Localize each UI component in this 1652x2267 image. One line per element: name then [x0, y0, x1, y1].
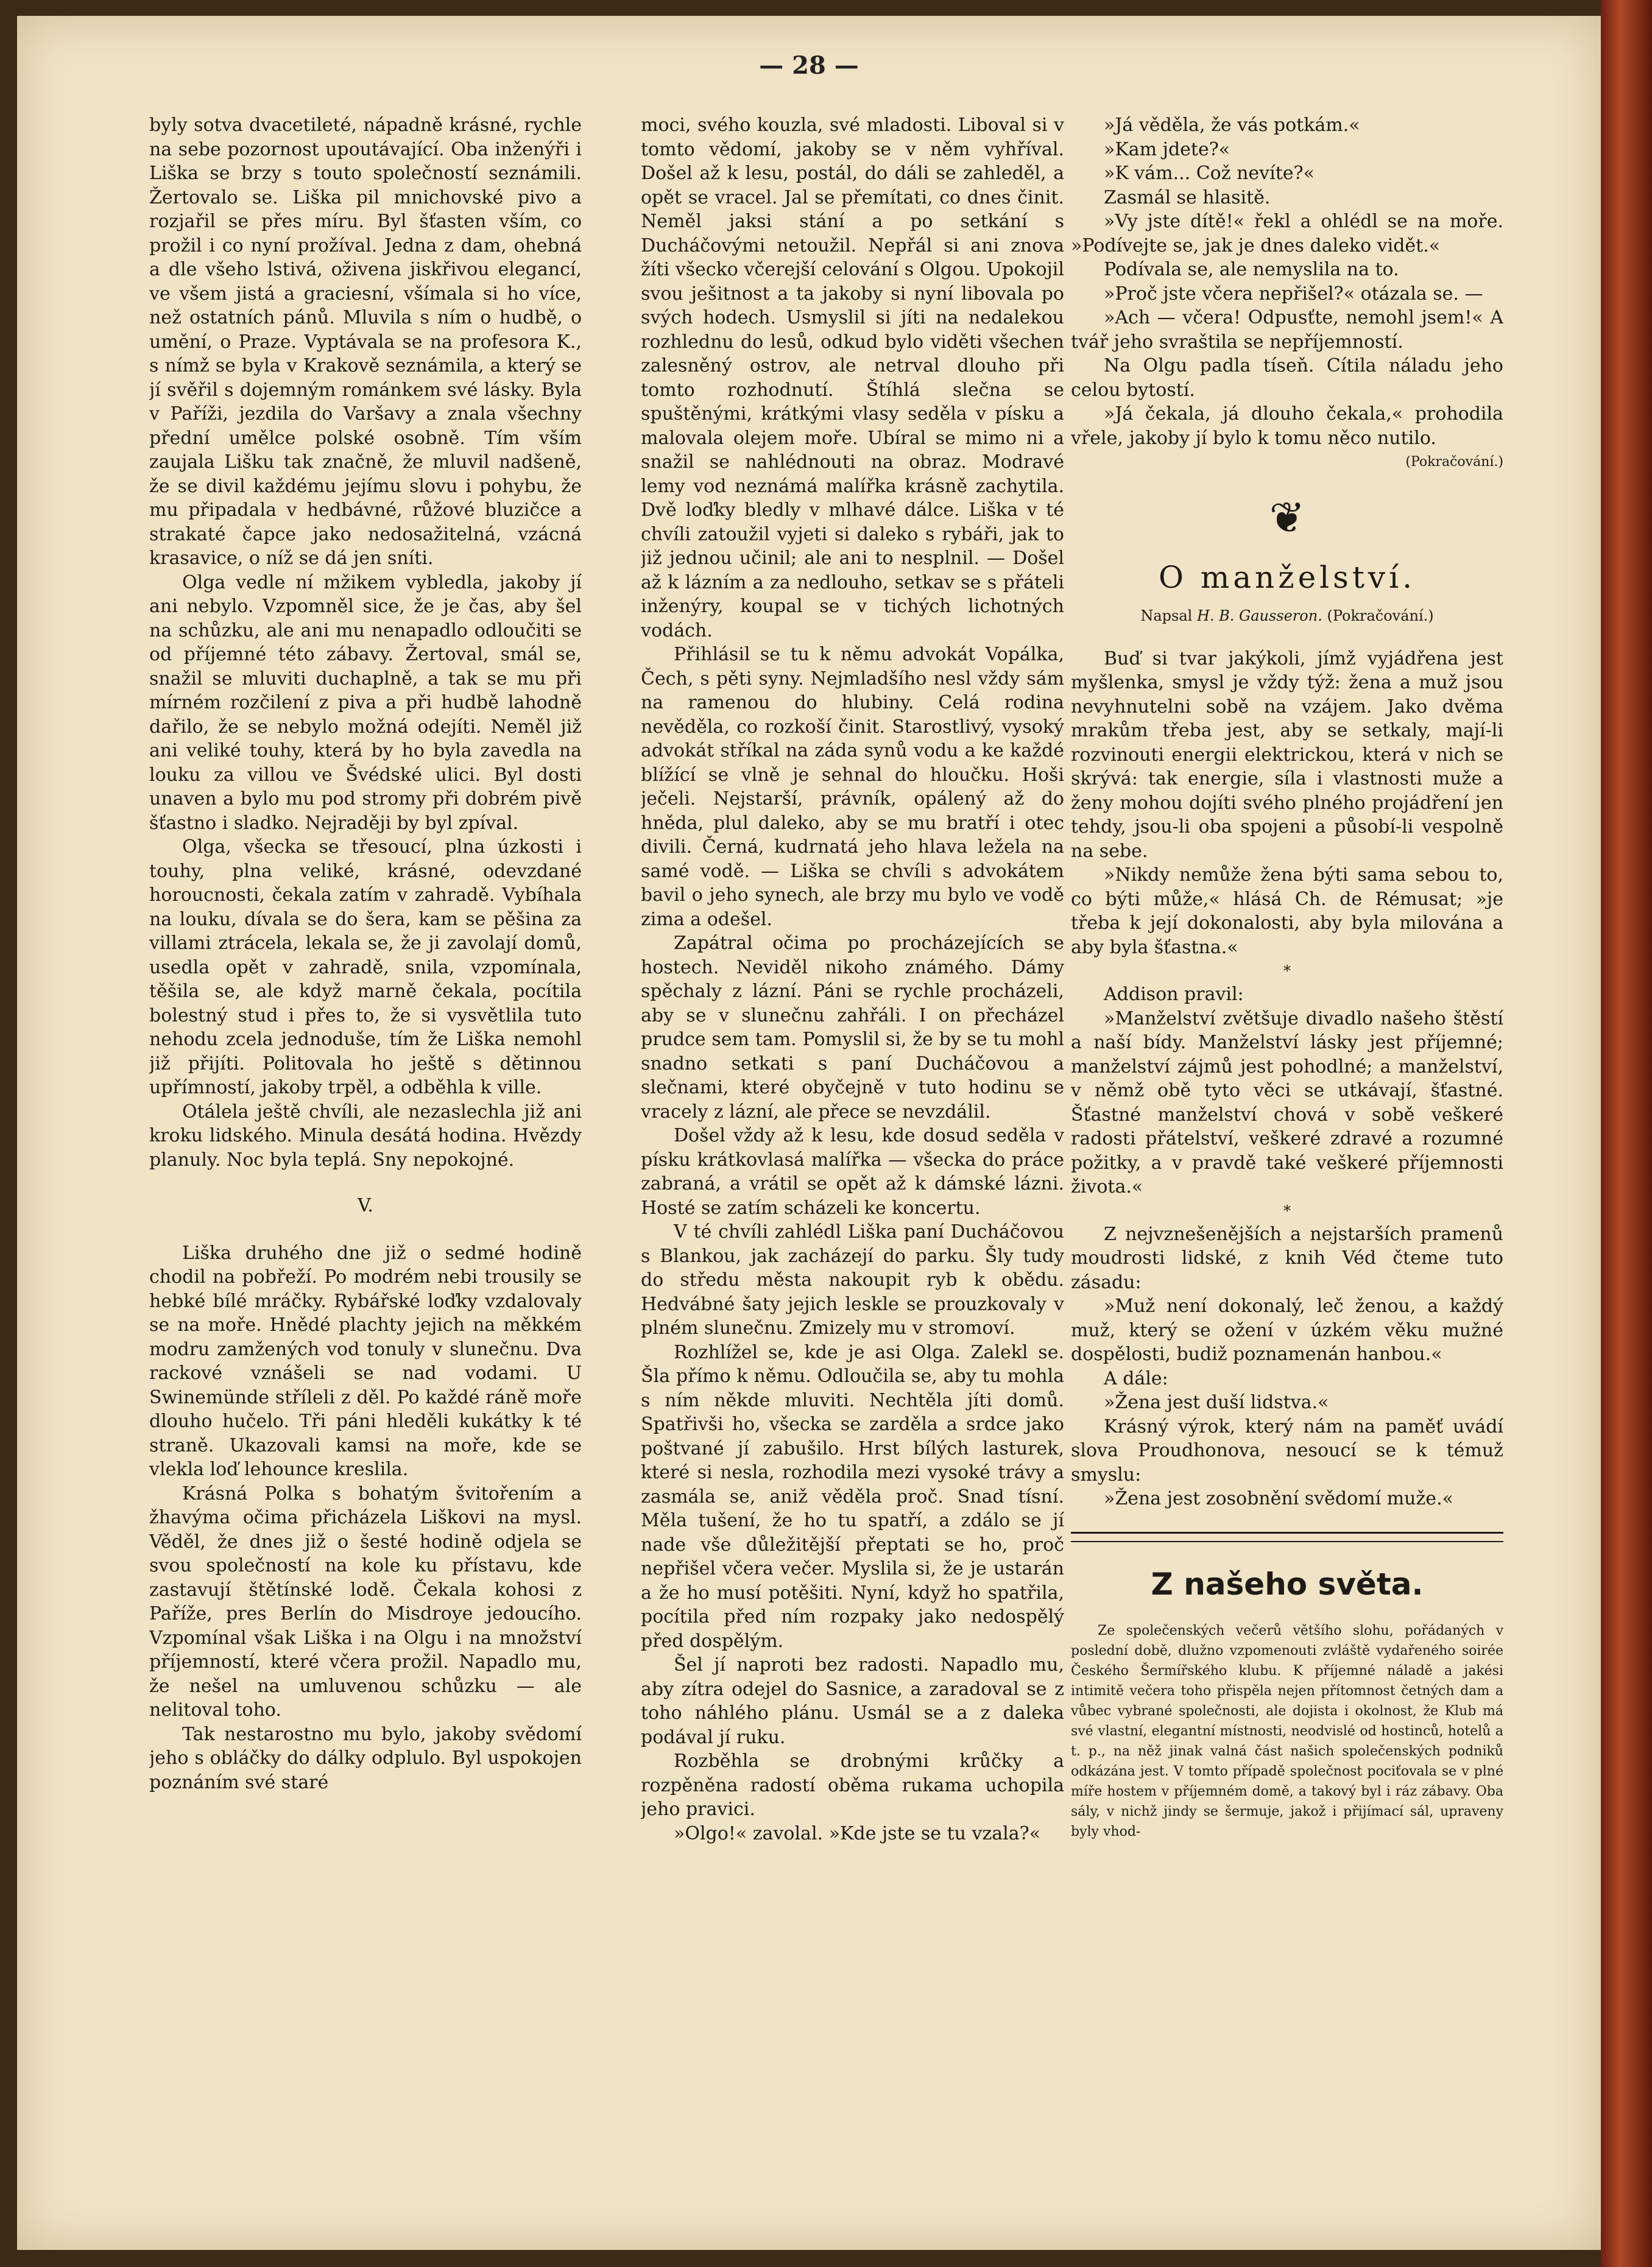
- newspaper-page: [17, 16, 1601, 2250]
- column-1-paragraph: Krásná Polka s bohatým švitořením a žhavýma očima přicházela Liškovi na mysl. Věděl, že dnes již o šesté hodině odjela se svou společností na kole ku přístavu, kde zastavují štětínské lodě. Čekala kohosi z Paříže, pres Berlín do Misdroye jedoucího. Vzpomínal však Liška i na Olgu i na množství příjemností, které včera prožil. Napadlo mu, že nešel na umluvenou schůzku — ale nelitoval toho.: [149, 1483, 582, 1721]
- quote-soul: »Žena jest duší lidstva.«: [1104, 1392, 1329, 1413]
- ved-intro: Z nejvznešenějších a nejstarších pramenů moudrosti lidské, z knih Véd čteme tuto zásadu:: [1071, 1223, 1503, 1293]
- chapter-number: V.: [358, 1195, 373, 1216]
- essay-title: O manželství.: [1158, 559, 1416, 595]
- byline-suffix: (Pokračování.): [1327, 607, 1434, 624]
- fleuron-ornament-icon: ❦: [1269, 492, 1305, 543]
- dialogue-line: »Vy jste dítě!« řekl a ohlédl se na moře. »Podívejte se, jak je dnes daleko vidět.«: [1071, 211, 1503, 256]
- column-1-paragraph: byly sotva dvacetileté, nápadně krásné, rychle na sebe pozornost upoutávající. Oba inženýři i Liška se brzy s touto společností seznámili. Žertovalo se. Liška pil mnichovské pivo a rozjařil se přes míru. Byl šťasten vším, co prožil i co nyní prožíval. Jedna z dam, ohebná a dle všeho lstivá, oživena jiskřivou elegancí, ve všem jistá a graciesní, všímala si ho více, než ostatních pánů. Mluvila s ním o hudbě, o umění, o Praze. Vyptávala se na profesora K., s nímž se byla v Krakově seznámila, a který se jí svěřil s dojemným románkem své lásky. Byla v Paříži, jezdila do Varšavy a znala všechny přední umělce polské osobně. Tím vším zaujala Lišku tak značně, že mluvil nadšeně, že se divil každému jejímu slovu i pohybu, že mu připadala v hedbávné, růžové bluzičce a strakaté čapce jako nedosažitelná, vzácná krasavice, o níž se dá jen sníti.: [149, 115, 582, 569]
- column-2-paragraph: Rozhlížel se, kde je asi Olga. Zalekl se. Šla přímo k němu. Odloučila se, aby tu mohla s ním někde mluviti. Nechtěla jíti domů. Spatřivši ho, všecka se zarděla a srdce jako poštvané jí zabušilo. Hrst bílých lasturek, které si nesla, rozhodila mezi vysoké trávy a zasmála se, aniž věděla proč. Snad tísní. Měla tušení, že ho tu spatří, a zdálo se jí nade vše důležitější přeptati se ho, proč nepřišel včera večer. Myslila si, že je ustarán a že ho musí potěšiti. Nyní, když ho spatřila, pocítila před ním rozpaky jako nedospělý před dospělým.: [641, 1341, 1064, 1652]
- column-3: [1071, 113, 1503, 2148]
- page-number: — 28 —: [759, 51, 859, 80]
- column-1: [149, 113, 582, 2148]
- ved-quote: »Muž není dokonalý, leč ženou, a každý muž, který se ožení v úzkém věku mužné dospělosti, budiž poznamenán hanbou.«: [1071, 1296, 1503, 1365]
- dialogue-line: »Já čekala, já dlouho čekala,« prohodila vřele, jakoby jí bylo k tomu něco nutilo.: [1071, 403, 1503, 449]
- dialogue-line: »Já věděla, že vás potkám.«: [1104, 115, 1360, 136]
- column-2-paragraph: moci, svého kouzla, své mladosti. Liboval si v tomto vědomí, jakoby se v něm vyhříval. Došel až k lesu, postál, do dáli se zahleděl, a opět se vracel. Jal se přemítati, co dnes činit. Neměl jaksi stání a po setkání s Ducháčovými netoužil. Nepřál si ani znova žíti všecko včerejší celování s Olgou. Upokojil svou ješitnost a ta jakoby si nyní libovala po svých hodech. Usmyslil si jíti na nedalekou rozhlednu do lesů, odkud bylo viděti všechen zalesněný ostrov, ale netrval dlouho při tomto rozhodnutí. Štíhlá slečna se spuštěnými, krátkými vlasy seděla v písku a malovala olejem moře. Ubíral se mimo ni a snažil se nahlédnouti na obraz. Modravé lemy vod neznámá malířka krásně zachytila. Dvě loďky bledly v mlhavé dálce. Liška v té chvíli zatoužil vyjeti si daleko s rybáři, jak to již jednou učinil; ale ani to nesplnil. — Došel až k lázním a za nedlouho, setkav se s přáteli inženýry, koupal se v tichých lichotných vodách.: [641, 115, 1064, 641]
- society-news: [1071, 1621, 1503, 1842]
- double-rule-divider: [1071, 1532, 1503, 1542]
- addison-quote: »Manželství zvětšuje divadlo našeho štěstí a naší bídy. Manželství lásky jest příjemné; manželství zájmů jest pohodlné; a manželství, v němž obě tyto věci se utkávají, šťastné. Šťastné manželství chová v sobě veškeré radosti přátelství, veškeré zdravé a rozumné požitky, a v pravdě také veškeré příjemnosti života.«: [1071, 1007, 1503, 1197]
- column-2: [641, 113, 1064, 2148]
- and-further: A dále:: [1104, 1367, 1168, 1389]
- star-separator: *: [1283, 1202, 1291, 1219]
- column-1-paragraph: Otálela ještě chvíli, ale nezaslechla již ani kroku lidského. Minula desátá hodina. Hvězdy planuly. Noc byla teplá. Sny nepokojné.: [149, 1101, 582, 1171]
- column-1-paragraph: Tak nestarostno mu bylo, jakoby svědomí jeho s obláčky do dálky odplulo. Byl uspokojen poznáním své staré: [149, 1723, 582, 1793]
- essay-byline: [1071, 604, 1503, 629]
- column-2-paragraph: Rozběhla se drobnými krůčky a rozpěněna radostí oběma rukama uchopila jeho pravici.: [641, 1750, 1064, 1820]
- byline-author: H. B. Gausseron.: [1196, 607, 1322, 624]
- column-2-paragraph: Šel jí naproti bez radosti. Napadlo mu, aby zítra odejel do Sasnice, a zaradoval se z toho náhlého plánu. Usmál se a z daleka podával jí ruku.: [641, 1654, 1064, 1748]
- column-1-paragraph: Liška druhého dne již o sedmé hodině chodil na pobřeží. Po modrém nebi trousily se hebké bílé mráčky. Rybářské loďky vzdalovaly se na moře. Hnědé plachty jejich na měkkém modru zamžených vod tonuly v slunečnu. Dva rackové vznášeli se nad vodami. U Swinemünde stříleli z děl. Po každé ráně moře dlouho hučelo. Tři páni hleděli kukátky k té straně. Ukazovali kamsi na moře, kde se vlekla loď lehounce kreslila.: [149, 1242, 582, 1480]
- dialogue-line: Zasmál se hlasitě.: [1104, 186, 1271, 208]
- byline-prefix: Napsal: [1140, 607, 1193, 624]
- dialogue-line: Podívala se, ale nemyslila na to.: [1104, 259, 1399, 280]
- proudhon-intro: Krásný výrok, který nám na paměť uvádí slova Proudhonova, nesoucí se k témuž smyslu:: [1071, 1416, 1503, 1486]
- column-2-paragraph: Zapátral očima po procházejících se hostech. Neviděl nikoho známého. Dámy spěchaly z lázní. Páni se rychle procházeli, aby se v slunečnu zahřáli. I on přecházel prudce sem tam. Pomyslil si, že by se tu mohl snadno setkati s paní Ducháčovou a slečnami, které obyčejně v tuto hodinu se vracely z lázní, ale přece se nevzdálil.: [641, 933, 1064, 1123]
- essay-paragraph: Buď si tvar jakýkoli, jímž vyjádřena jest myšlenka, smysl je vždy týž: žena a muž jsou nevyhnutelni sobě na vzájem. Jako dvěma mrakům třeba jest, aby se setkaly, mají-li rozvinouti energii elektrickou, která v nich se skrývá: tak energie, síla i vlastnosti muže a ženy mohou dojíti svého plného projádření jen tehdy, jsou-li oba spojeni a působí-li vespolně na sebe.: [1071, 647, 1503, 862]
- proudhon-quote: »Žena jest zosobnění svědomí muže.«: [1104, 1488, 1453, 1509]
- column-2-paragraph: Přihlásil se tu k němu advokát Vopálka, Čech, s pěti syny. Nejmladšího nesl vždy sám na ramenou do hlubiny. Celá rodina nevěděla, co rozkoší činit. Starostlivý, vysoký advokát stříkal na záda synů vodu a ke každé blížící se vlně je sehnal do hloučku. Hoši ječeli. Nejstarší, právník, opálený až do hněda, plul daleko, aby se mu bratří i otec divili. Černá, kudrnatá jeho hlava ležela na samé vodě. — Liška se chvíli s advokátem bavil o jeho synech, ale brzy mu bylo ve vodě zima a odešel.: [641, 644, 1064, 930]
- continued-note: (Pokračování.): [1405, 454, 1503, 470]
- dialogue-line: Na Olgu padla tíseň. Cítila náladu jeho celou bytostí.: [1071, 355, 1503, 401]
- column-1-paragraph: Olga, všecka se třesoucí, plna úzkosti i touhy, plna veliké, krásné, odevzdané horoucnosti, čekala zatím v zahradě. Vybíhala na louku, dívala se do šera, kam se pěšina za villami ztrácela, lekala se, že ji zavolají domů, usedla opět v zahradě, snila, vzpomínala, těšila se, ale když marně čekala, pocítila bolestný stud i přes to, že si vysvětlila tuto nehodu zcela jednoduše, tím že Liška nemohl již přijíti. Politovala ho ještě s dětinnou upřímností, jakoby trpěl, a odběhla k ville.: [149, 836, 582, 1098]
- dialogue-line: »K vám... Což nevíte?«: [1104, 163, 1315, 184]
- essay-paragraph: »Nikdy nemůže žena býti sama sebou to, co býti může,« hlásá Ch. de Rémusat; »je třeba k její dokonalosti, aby byla milována a aby byla šťastna.«: [1071, 864, 1503, 958]
- column-2-paragraph: V té chvíli zahlédl Liška paní Ducháčovou s Blankou, jak zacházejí do parku. Šly tudy do středu města nakoupit ryb k obědu. Hedvábné šaty jejich leskle se prouzkovaly v plném slunečnu. Zmizely mu v stromoví.: [641, 1221, 1064, 1339]
- addison-intro: Addison pravil:: [1104, 984, 1244, 1005]
- dialogue-line: »Kam jdete?«: [1104, 138, 1230, 160]
- column-1-paragraph: Olga vedle ní mžikem vybledla, jakoby jí ani nebylo. Vzpomněl sice, že je čas, aby šel na schůzku, ale ani mu nenapadlo odloučiti se od příjemné této zábavy. Žertoval, smál se, snažil se mluviti duchaplně, a tak se mu při mírném rozčilení z piva a při hudbě lahodně dařilo, že se nebylo možná odejíti. Neměl již ani veliké touhy, která by ho byla zavedla na louku za villou ve Švédské ulici. Byl dosti unaven a bylo mu pod stromy při dobrém pivě šťastno i sladko. Nejraději by byl zpíval.: [149, 571, 582, 834]
- star-separator: *: [1283, 962, 1291, 979]
- column-2-paragraph: Došel vždy až k lesu, kde dosud seděla v písku krátkovlasá malířka — všecka do práce zabraná, a vrátil se opět až k dámské lázni. Hosté se zatím scházeli ke koncertu.: [641, 1125, 1064, 1219]
- dialogue-line: »Proč jste včera nepřišel?« otázala se. —: [1104, 283, 1483, 305]
- column-2-paragraph: »Olgo!« zavolal. »Kde jste se tu vzala?«: [674, 1822, 1041, 1844]
- dialogue-line: »Ach — včera! Odpusťte, nemohl jsem!« A tvář jeho svraštila se nepříjemností.: [1071, 307, 1503, 353]
- binding-edge: [1601, 0, 1652, 2267]
- section-title: Z našeho světa.: [1151, 1566, 1424, 1602]
- society-news-text: Ze společenských večerů většího slohu, pořádaných v poslední době, dlužno vzpomenouti zvláště vydařeného soirée Českého Šermířského klubu. K příjemné náladě a jakési intimitě večera toho přispěla nejen přítomnost četných dam a vůbec vybrané společnosti, ale dojista i okolnost, že Klub má své vlastní, elegantní místnosti, neodvislé od hostinců, hotelů a t. p., na něž jinak valná část našich společenských podniků odkázána jest. V tomto případě společnost pociťovala se v plné míře hostem v příjemném domě, a takový byl i ráz zábavy. Oba sály, v nichž jindy se šermuje, jakož i přijímací sál, upraveny byly vhod-: [1071, 1623, 1503, 1839]
